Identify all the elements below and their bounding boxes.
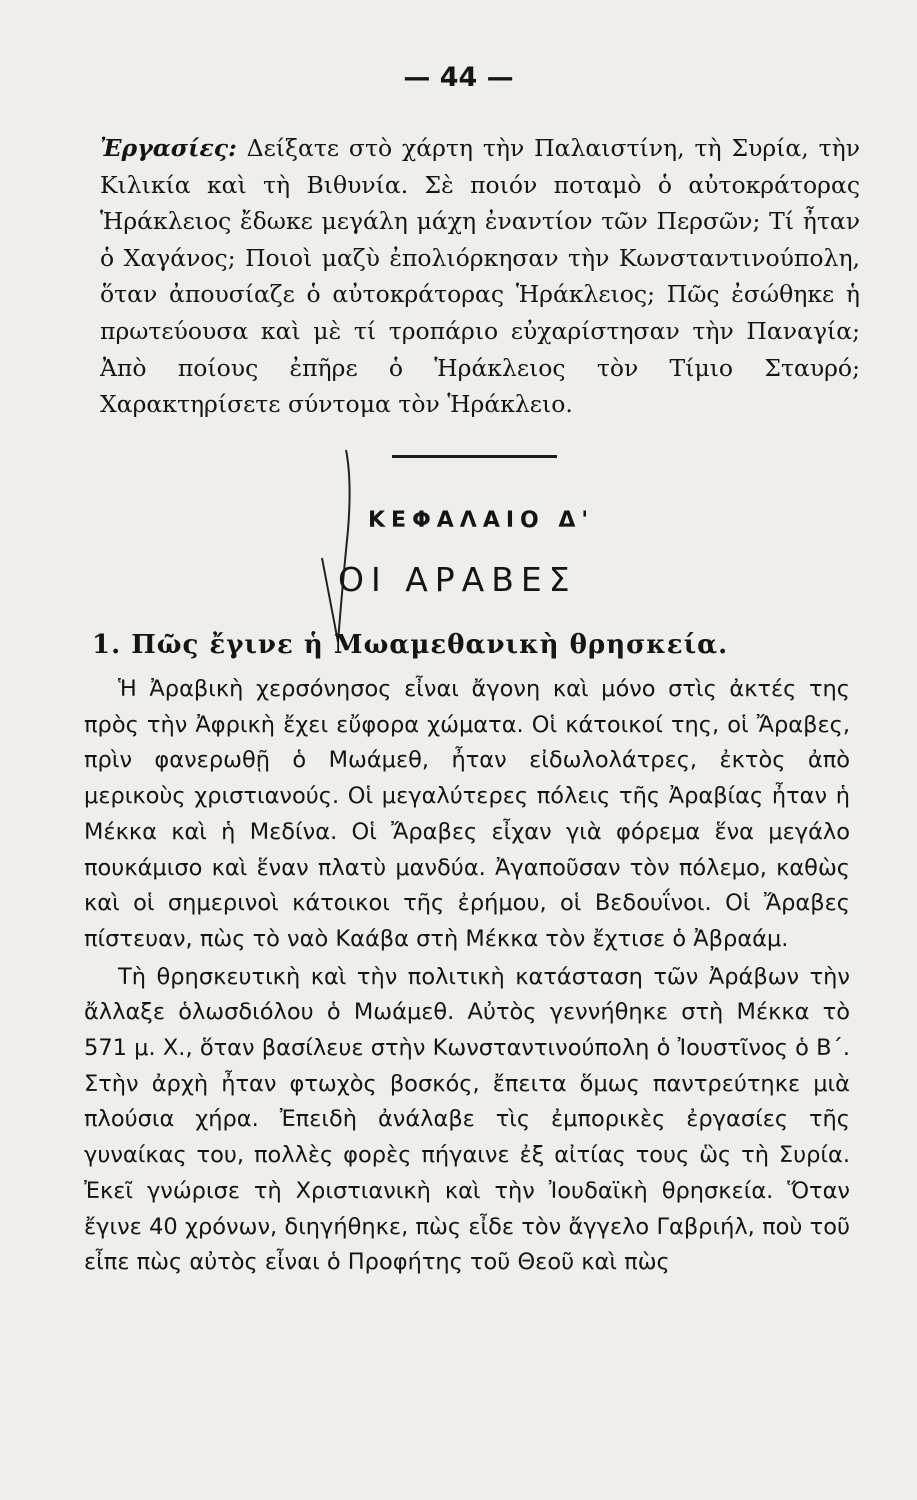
paragraph: Ἡ Ἀραβικὴ χερσόνησος εἶναι ἄγονη καὶ μόνο στὶς ἀκτές της πρὸς τὴν Ἀφρικὴ ἔχει εὔφορα χώματα. Οἱ κάτοικοί της, οἱ Ἄραβες, πρὶν φανερωθῇ ὁ Μωάμεθ, ἦταν εἰδωλολάτρες, ἐκτὸς ἀπὸ μερικοὺς χριστιανούς. Οἱ μεγαλύτερες πόλεις τῆς Ἀραβίας ἦταν ἡ Μέκκα καὶ ἡ Μεδίνα. Οἱ Ἄραβες εἶχαν γιὰ φόρεμα ἕνα μεγάλο πουκάμισο καὶ ἕναν πλατὺ μανδύα. Ἀγαποῦσαν τὸν πόλεμο, καθὼς καὶ οἱ σημερινοὶ κάτοικοι τῆς ἐρήμου, οἱ Βεδουΐνοι. Οἱ Ἄραβες πίστευαν, πὼς τὸ ναὸ Καάβα στὴ Μέκκα τὸν ἔχτισε ὁ Ἀβραάμ. (84, 676, 850, 952)
paragraph: Τὴ θρησκευτικὴ καὶ τὴν πολιτικὴ κατάσταση τῶν Ἀράβων τὴν ἄλλαξε ὁλωσδιόλου ὁ Μωάμεθ. Αὐτὸς γεννήθηκε στὴ Μέκκα τὸ 571 μ. Χ., ὅταν βασίλευε στὴν Κωνσταντινούπολη ὁ Ἰουστῖνος ὁ Β΄. Στὴν ἀρχὴ ἦταν φτωχὸς βοσκός, ἔπειτα ὅμως παντρεύτηκε μιὰ πλούσια χήρα. Ἐπειδὴ ἀνάλαβε τὶς ἐμπορικὲς ἐργασίες τῆς γυναίκας του, πολλὲς φορὲς πήγαινε ἐξ αἰτίας τους ὣς τὴ Συρία. Ἐκεῖ γνώρισε τὴ Χριστιανικὴ καὶ τὴν Ἰουδαϊκὴ θρησκεία. Ὅταν ἔγινε 40 χρόνων, διηγήθηκε, πὼς εἶδε τὸν ἄγγελο Γαβριήλ, ποὺ τοῦ εἶπε πὼς αὐτὸς εἶναι ὁ Προφήτης τοῦ Θεοῦ καὶ πὼς (84, 963, 850, 1276)
body-text (84, 672, 850, 1281)
exercises-label: Ἐργασίες: (100, 134, 237, 162)
chapter-title: ΟΙ ΑΡΑΒΕΣ (338, 560, 577, 599)
chapter-label: ΚΕΦΑΛΑΙΟ Δ' (368, 508, 595, 533)
exercises-paragraph (100, 130, 860, 423)
handwritten-check-mark (318, 440, 378, 650)
page-number: — 44 — (403, 62, 514, 93)
section-heading: 1. Πῶς ἔγινε ἡ Μωαμεθανικὴ θρησκεία. (92, 630, 729, 660)
exercises-text: Δείξατε στὸ χάρτη τὴν Παλαιστίνη, τὴ Συρία, τὴν Κιλικία καὶ τὴ Βιθυνία. Σὲ ποιόν ποταμὸ ὁ αὐτοκράτορας Ἡράκλειος ἔδωκε μεγάλη μάχη ἐναντίον τῶν Περσῶν; Τί ἦταν ὁ Χαγάνος; Ποιοὶ μαζὺ ἐπολιόρκησαν τὴν Κωνσταντινούπολη, ὅταν ἀπουσίαζε ὁ αὐτοκράτορας Ἡράκλειος; Πῶς ἐσώθηκε ἡ πρωτεύουσα καὶ μὲ τί τροπάριο εὐχαρίστησαν τὴν Παναγία; Ἀπὸ ποίους ἐπῆρε ὁ Ἡράκλειος τὸν Τίμιο Σταυρό; Χαρακτηρίσετε σύντομα τὸν Ἡράκλειο. (100, 134, 860, 419)
section-divider (392, 455, 557, 458)
